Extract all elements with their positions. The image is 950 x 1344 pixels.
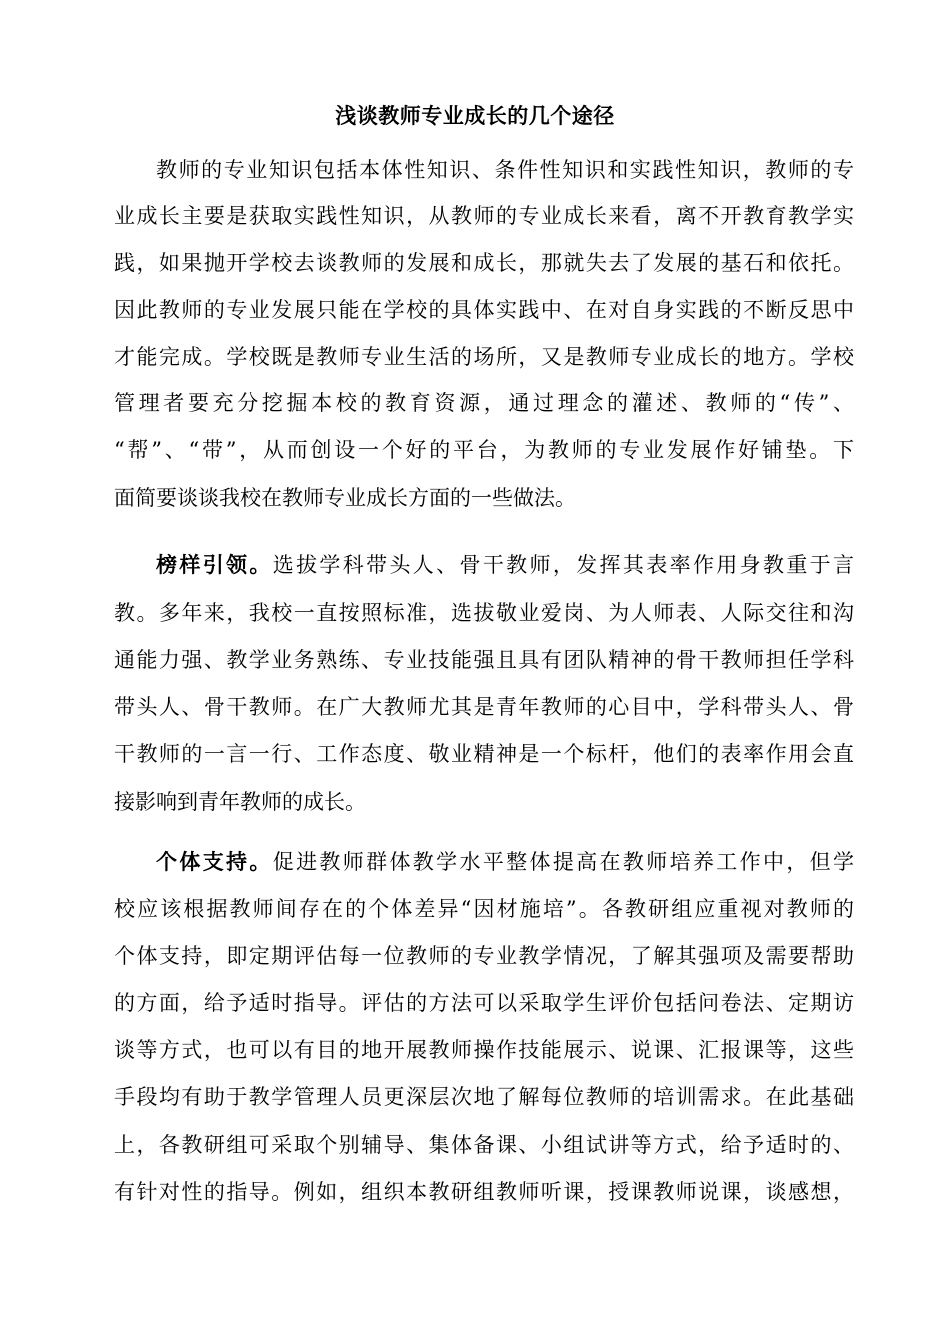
- paragraph-3-line-2: 校应该根据教师间存在的个体差异“因材施培”。各教研组应重视对教师的: [114, 897, 854, 921]
- paragraph-3-line-7: 上，各教研组可采取个别辅导、集体备课、小组试讲等方式，给予适时的、: [114, 1133, 854, 1157]
- paragraph-1-line-7: “帮”、“带”，从而创设一个好的平台，为教师的专业发展作好铺垫。下: [114, 438, 854, 462]
- paragraph-3-line-1-text: 促进教师群体教学水平整体提高在教师培养工作中，但学: [272, 850, 855, 874]
- paragraph-2-line-5: 干教师的一言一行、工作态度、敬业精神是一个标杆，他们的表率作用会直: [114, 742, 854, 766]
- paragraph-2-line-4: 带头人、骨干教师。在广大教师尤其是青年教师的心目中，学科带头人、骨: [114, 695, 854, 719]
- paragraph-3-line-4: 的方面，给予适时指导。评估的方法可以采取学生评价包括问卷法、定期访: [114, 991, 854, 1015]
- paragraph-3-line-6: 手段均有助于教学管理人员更深层次地了解每位教师的培训需求。在此基础: [114, 1085, 854, 1109]
- paragraph-1-line-6: 管理者要充分挖掘本校的教育资源，通过理念的灌述、教师的“传”、: [114, 391, 854, 415]
- paragraph-1-line-8: 面简要谈谈我校在教师专业成长方面的一些做法。: [114, 486, 576, 510]
- paragraph-3-line-8: 有针对性的指导。例如，组织本教研组教师听课，授课教师说课，谈感想，: [114, 1180, 854, 1204]
- paragraph-1-line-1: 教师的专业知识包括本体性知识、条件性知识和实践性知识，教师的专: [156, 158, 854, 182]
- paragraph-2-line-1-text: 选拔学科带头人、骨干教师，发挥其表率作用身教重于言: [272, 553, 855, 577]
- paragraph-2-line-2: 教。多年来，我校一直按照标准，选拔敬业爱岗、为人师表、人际交往和沟: [114, 601, 854, 625]
- paragraph-3-line-5: 谈等方式，也可以有目的地开展教师操作技能展示、说课、汇报课等，这些: [114, 1038, 854, 1062]
- paragraph-2-line-6: 接影响到青年教师的成长。: [114, 790, 366, 814]
- paragraph-2-line-1: [156, 547, 854, 583]
- paragraph-1-line-5: 才能完成。学校既是教师专业生活的场所，又是教师专业成长的地方。学校: [114, 345, 854, 369]
- paragraph-3-line-1: [156, 844, 854, 880]
- paragraph-2-line-3: 通能力强、教学业务熟练、专业技能强且具有团队精神的骨干教师担任学科: [114, 648, 854, 672]
- paragraph-1-line-3: 践，如果抛开学校去谈教师的发展和成长，那就失去了发展的基石和依托。: [114, 251, 854, 275]
- paragraph-3-heading: 个体支持。: [156, 850, 273, 874]
- paragraph-1-line-2: 业成长主要是获取实践性知识，从教师的专业成长来看，离不开教育教学实: [114, 204, 854, 228]
- document-title: 浅谈教师专业成长的几个途径: [335, 104, 615, 128]
- paragraph-2-heading: 榜样引领。: [156, 553, 273, 577]
- paragraph-1-line-4: 因此教师的专业发展只能在学校的具体实践中、在对自身实践的不断反思中: [114, 298, 854, 322]
- paragraph-3-line-3: 个体支持，即定期评估每一位教师的专业教学情况，了解其强项及需要帮助: [114, 944, 854, 968]
